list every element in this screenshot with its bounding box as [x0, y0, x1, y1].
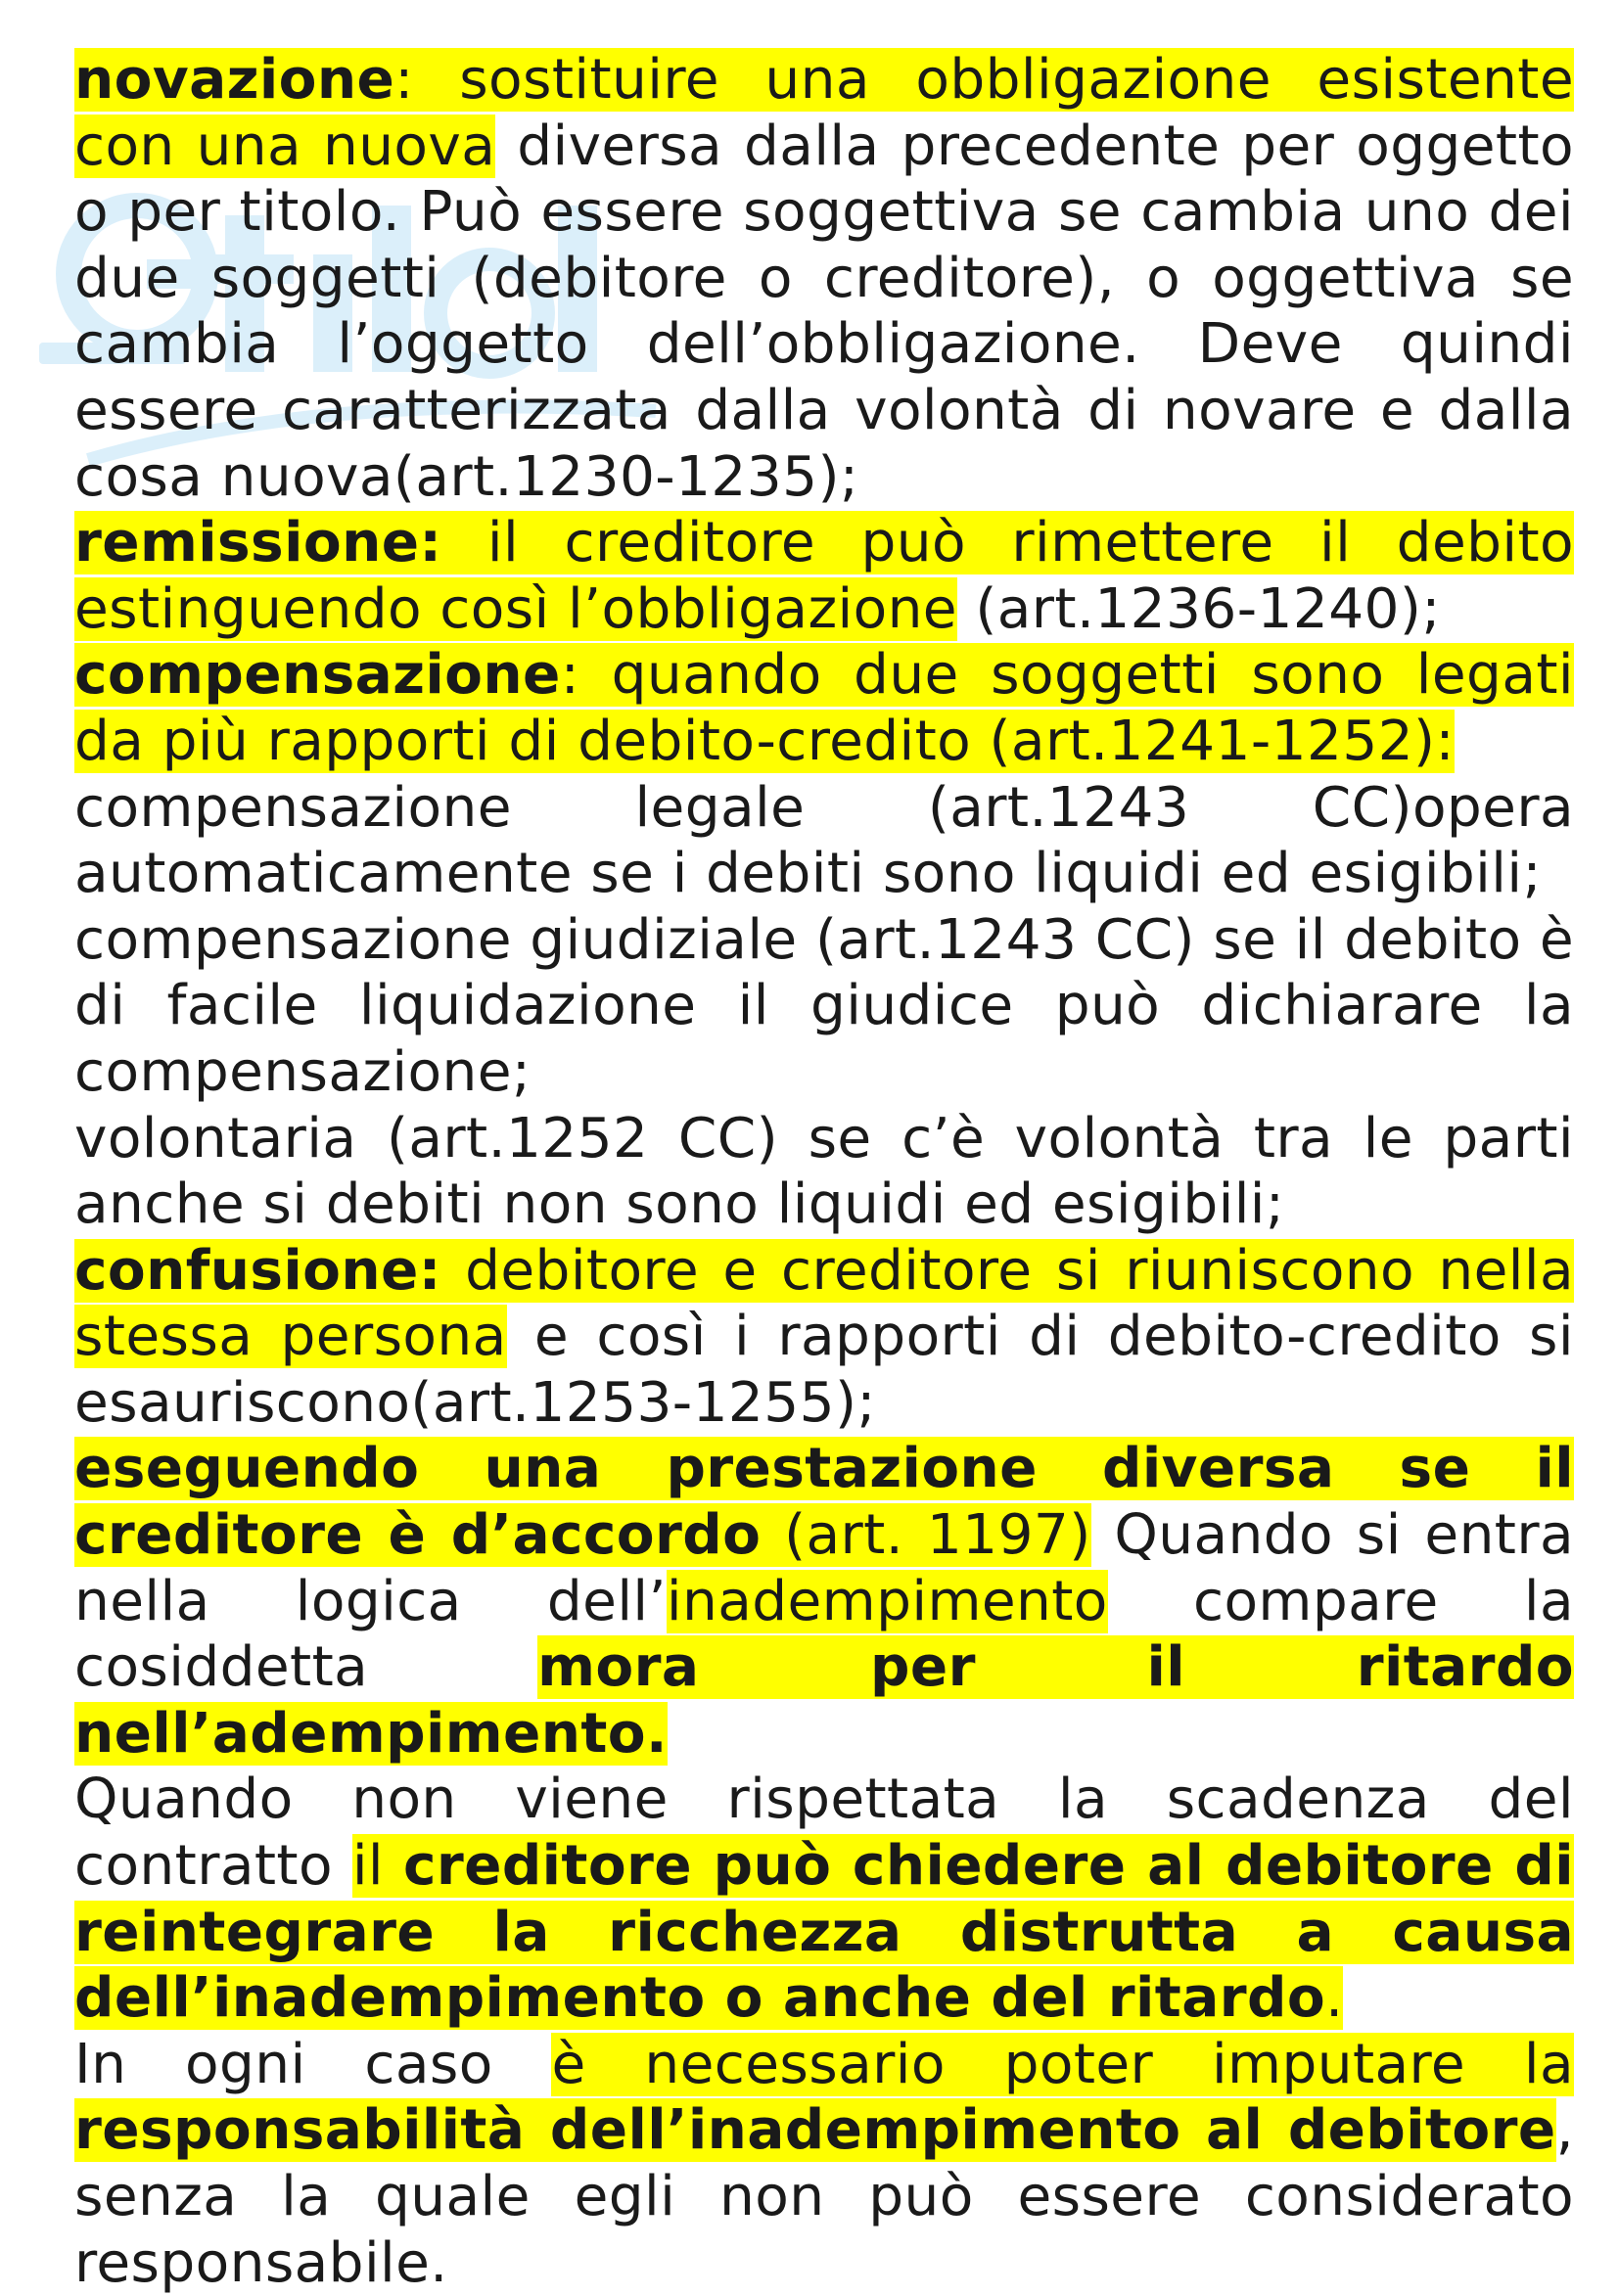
highlighted-text — [74, 48, 394, 112]
paragraph — [74, 47, 1574, 510]
highlighted-text — [74, 1239, 441, 1303]
text-run: compare la cosiddetta — [74, 1569, 1575, 1700]
paragraph — [74, 2032, 1574, 2296]
highlighted-text: il — [351, 1834, 403, 1899]
bold-term: compensazione — [74, 643, 561, 708]
paragraph — [74, 775, 1574, 907]
text-run: e così i rapporti di debito-credito si esauriscono(art.1253-1255); — [74, 1305, 1574, 1435]
text-run: (art.1236-1240); — [956, 576, 1441, 641]
highlighted-text — [74, 511, 441, 574]
paragraph — [74, 510, 1574, 642]
bold-term: responsabilità dell’inadempimento al debitore — [74, 2098, 1556, 2163]
text-run: Quando non viene rispettata la scadenza del contratto — [74, 1768, 1574, 1899]
paragraph — [74, 1436, 1574, 1767]
paragraph — [74, 907, 1574, 1106]
paragraph — [74, 1238, 1574, 1437]
text-run: Quando si entra nella logica dell’ — [74, 1503, 1574, 1633]
text-run: senza la quale egli non può essere considerato responsabile. — [74, 2165, 1574, 2295]
document-body — [74, 47, 1574, 2296]
highlighted-text: (art. 1197) — [761, 1503, 1091, 1568]
highlighted-text: : sostituire una obbligazione esistente con una nuova — [74, 48, 1574, 178]
bold-term: confusione: — [74, 1238, 441, 1303]
text-run: In ogni caso — [74, 2032, 552, 2096]
bold-term: mora per il ritardo nell’adempimento. — [74, 1635, 1574, 1766]
paragraph — [74, 1767, 1574, 2031]
bold-term: remissione: — [74, 511, 442, 575]
bold-term: novazione — [74, 48, 395, 112]
highlighted-text — [74, 643, 561, 707]
bold-term: eseguendo una prestazione diversa se il creditore è d’accordo — [74, 1437, 1574, 1568]
highlighted-text: . — [1325, 1966, 1344, 2031]
highlighted-text: il creditore può rimettere il debito estinguendo così l’obbligazione — [74, 511, 1574, 641]
bold-term: creditore può chiedere al debitore di reintegrare la ricchezza distrutta a causa dell’inadempimento o anche del ritardo — [74, 1834, 1574, 2031]
highlighted-text: è necessario poter imputare la — [551, 2032, 1574, 2096]
paragraph — [74, 1106, 1574, 1238]
text-run: diversa dalla precedente per oggetto o per titolo. Può essere soggettiva se cambia uno dei due soggetti (debitore o creditore), o oggettiva se cambia l’oggetto dell’obbligazione. Deve quindi essere caratterizzata dalla volontà di novare e dalla cosa nuova(art.1230-1235); — [74, 114, 1574, 509]
paragraph — [74, 642, 1574, 774]
text-run: compensazione legale (art.1243 CC)opera automaticamente se i debiti sono liquidi ed esigibili; — [74, 775, 1574, 906]
text-run: volontaria (art.1252 CC) se c’è volontà tra le parti anche si debiti non sono liquidi ed esigibili; — [74, 1106, 1574, 1237]
text-run: , — [1555, 2098, 1574, 2163]
highlighted-text: : quando due soggetti sono legati da più rapporti di debito-credito (art.1241-1252): — [74, 643, 1574, 773]
highlighted-text: debitore e creditore si riuniscono nella stessa persona — [74, 1238, 1574, 1369]
highlighted-text: inadempimento — [666, 1569, 1108, 1633]
text-run: compensazione giudiziale (art.1243 CC) se il debito è di facile liquidazione il giudice può dichiarare la compensazione; — [74, 907, 1574, 1104]
highlighted-text — [74, 2098, 1556, 2162]
